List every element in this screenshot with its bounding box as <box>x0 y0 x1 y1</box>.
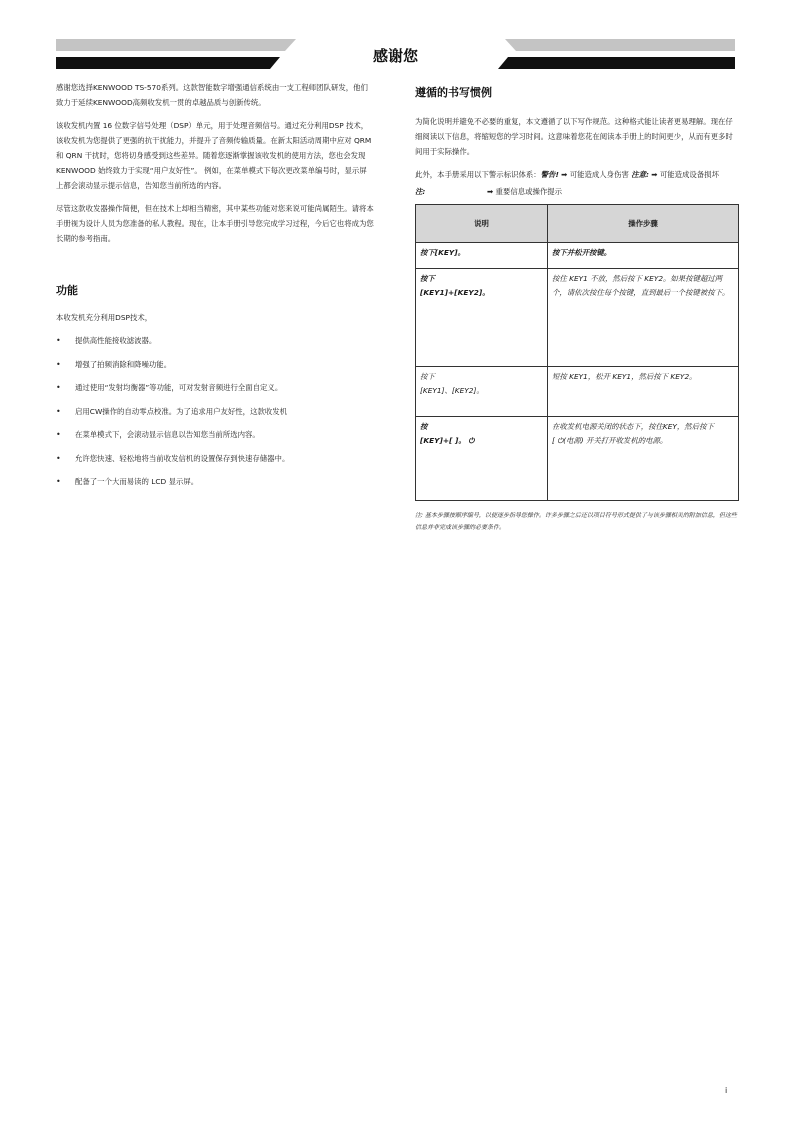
page-title: 感谢您 <box>372 47 418 65</box>
table-row <box>416 417 739 501</box>
features-heading: 功能 <box>56 284 78 297</box>
header-banner <box>56 39 735 69</box>
table-row <box>416 269 739 367</box>
bullet-icon: • <box>56 406 61 416</box>
right-column <box>415 84 738 534</box>
table-header-description: 说明 <box>416 205 548 243</box>
bullet-icon: • <box>56 383 61 392</box>
page-number: i <box>725 1086 728 1095</box>
conventions-heading: 遵循的书写惯例 <box>415 86 492 99</box>
table-cell-description: 按下 [KEY1]+[KEY2]。 <box>416 269 548 367</box>
table-cell-step: 按住 KEY1 不放，然后按下 KEY2。如果按键超过两个，请依次按住每个按键，直到最后一个按键被按下。 <box>548 269 739 367</box>
conventions-paragraph: 为简化说明并避免不必要的重复，本文遵循了以下写作规范。这种格式能让读者更易理解。现在仔细阅读以下信息，将缩短您的学习时间。这意味着您花在阅读本手册上的时间更少，从而有更多时间用于实际操作。 <box>415 117 733 156</box>
features-list <box>56 335 374 488</box>
table-cell-description: 按 [KEY]+[ ]。 ⏻ <box>416 417 548 501</box>
intro-paragraph-2: 该收发机内置 16 位数字信号处理（DSP）单元，用于处理音频信号。通过充分利用DSP 技术，该收发机为您提供了更强的抗干扰能力，并提升了音频传输质量。在新太阳活动周期中应对 QRM 和 QRN 干扰时，您将切身感受到这些差异。随着您逐渐掌握该收发机的使用方法，您也会发现 KENWOOD 始终致力于实现“用户友好性”。 例如，在菜单模式下每次更改菜单编号时，显示屏上都会滚动显示提示信息，告知您当前所选的内容。 <box>56 121 372 190</box>
list-item: • 允许您快速、轻松地将当前收发信机的设置保存到快速存储器中。 <box>56 453 290 463</box>
list-item: • 通过使用“发射均衡器”等功能，可对发射音频进行全面自定义。 <box>56 383 283 392</box>
bullet-icon: • <box>56 336 61 345</box>
list-item: • 配备了一个大而易读的 LCD 显示屏。 <box>56 477 199 486</box>
caution-label: 注意: <box>631 170 649 179</box>
table-cell-step: 按下并松开按键。 <box>548 243 739 269</box>
warning-system-paragraph: 此外，本手册采用以下警示标识体系：警告! ➡ 可能造成人身伤害 注意: ➡ 可能造成设备损坏 <box>415 170 719 179</box>
intro-paragraph-3: 尽管这款收发器操作简便，但在技术上却相当精密，其中某些功能对您来说可能尚属陌生。请将本手册视为设计人员为您准备的私人教程。现在，让本手册引导您完成学习过程，今后它也将成为您长期的参考指南。 <box>56 204 374 243</box>
note-legend: 注: ➡ 重要信息或操作提示 <box>415 187 563 196</box>
list-item: • 提供高性能接收滤波器。 <box>56 336 157 345</box>
bullet-icon: • <box>56 359 61 369</box>
table-cell-step: 在收发机电源关闭的状态下，按住KEY，然后按下 [ ⏻(电源) 开关打开收发机的电源。 <box>548 417 739 501</box>
conventions-table <box>415 204 739 501</box>
note-label: 注: <box>415 187 426 196</box>
warning-label: 警告! <box>540 170 559 179</box>
intro-paragraph-1: 感谢您选择KENWOOD TS-570系列。这款智能数字增强通信系统由一支工程师团队研发，他们致力于延续KENWOOD高频收发机一贯的卓越品质与创新传统。 <box>56 83 368 107</box>
table-cell-step: 短按 KEY1，松开 KEY1，然后按下 KEY2。 <box>548 367 739 417</box>
bullet-icon: • <box>56 430 61 439</box>
table-row <box>416 367 739 417</box>
table-header-row <box>416 205 739 243</box>
table-cell-description: 按下[KEY]。 <box>416 243 548 269</box>
table-header-steps: 操作步骤 <box>548 205 739 243</box>
features-intro: 本收发机充分利用DSP技术， <box>56 313 153 322</box>
list-item: • 增强了拍频消除和降噪功能。 <box>56 359 172 369</box>
table-row <box>416 243 739 269</box>
bullet-icon: • <box>56 477 61 486</box>
list-item: • 在菜单模式下，会滚动显示信息以告知您当前所选内容。 <box>56 430 260 439</box>
table-cell-description: 按下 [KEY1]、[KEY2]。 <box>416 367 548 417</box>
bullet-icon: • <box>56 453 61 463</box>
list-item: • 启用CW操作的自动零点校准。为了追求用户友好性，这款收发机 <box>56 406 288 416</box>
left-column <box>56 80 374 500</box>
footnote: 注: 基本步骤按顺序编号，以便逐步指导您操作。许多步骤之后还以项目符号形式提供了与该步骤相关的附加信息，但这些信息并非完成该步骤的必要条件。 <box>415 512 737 531</box>
